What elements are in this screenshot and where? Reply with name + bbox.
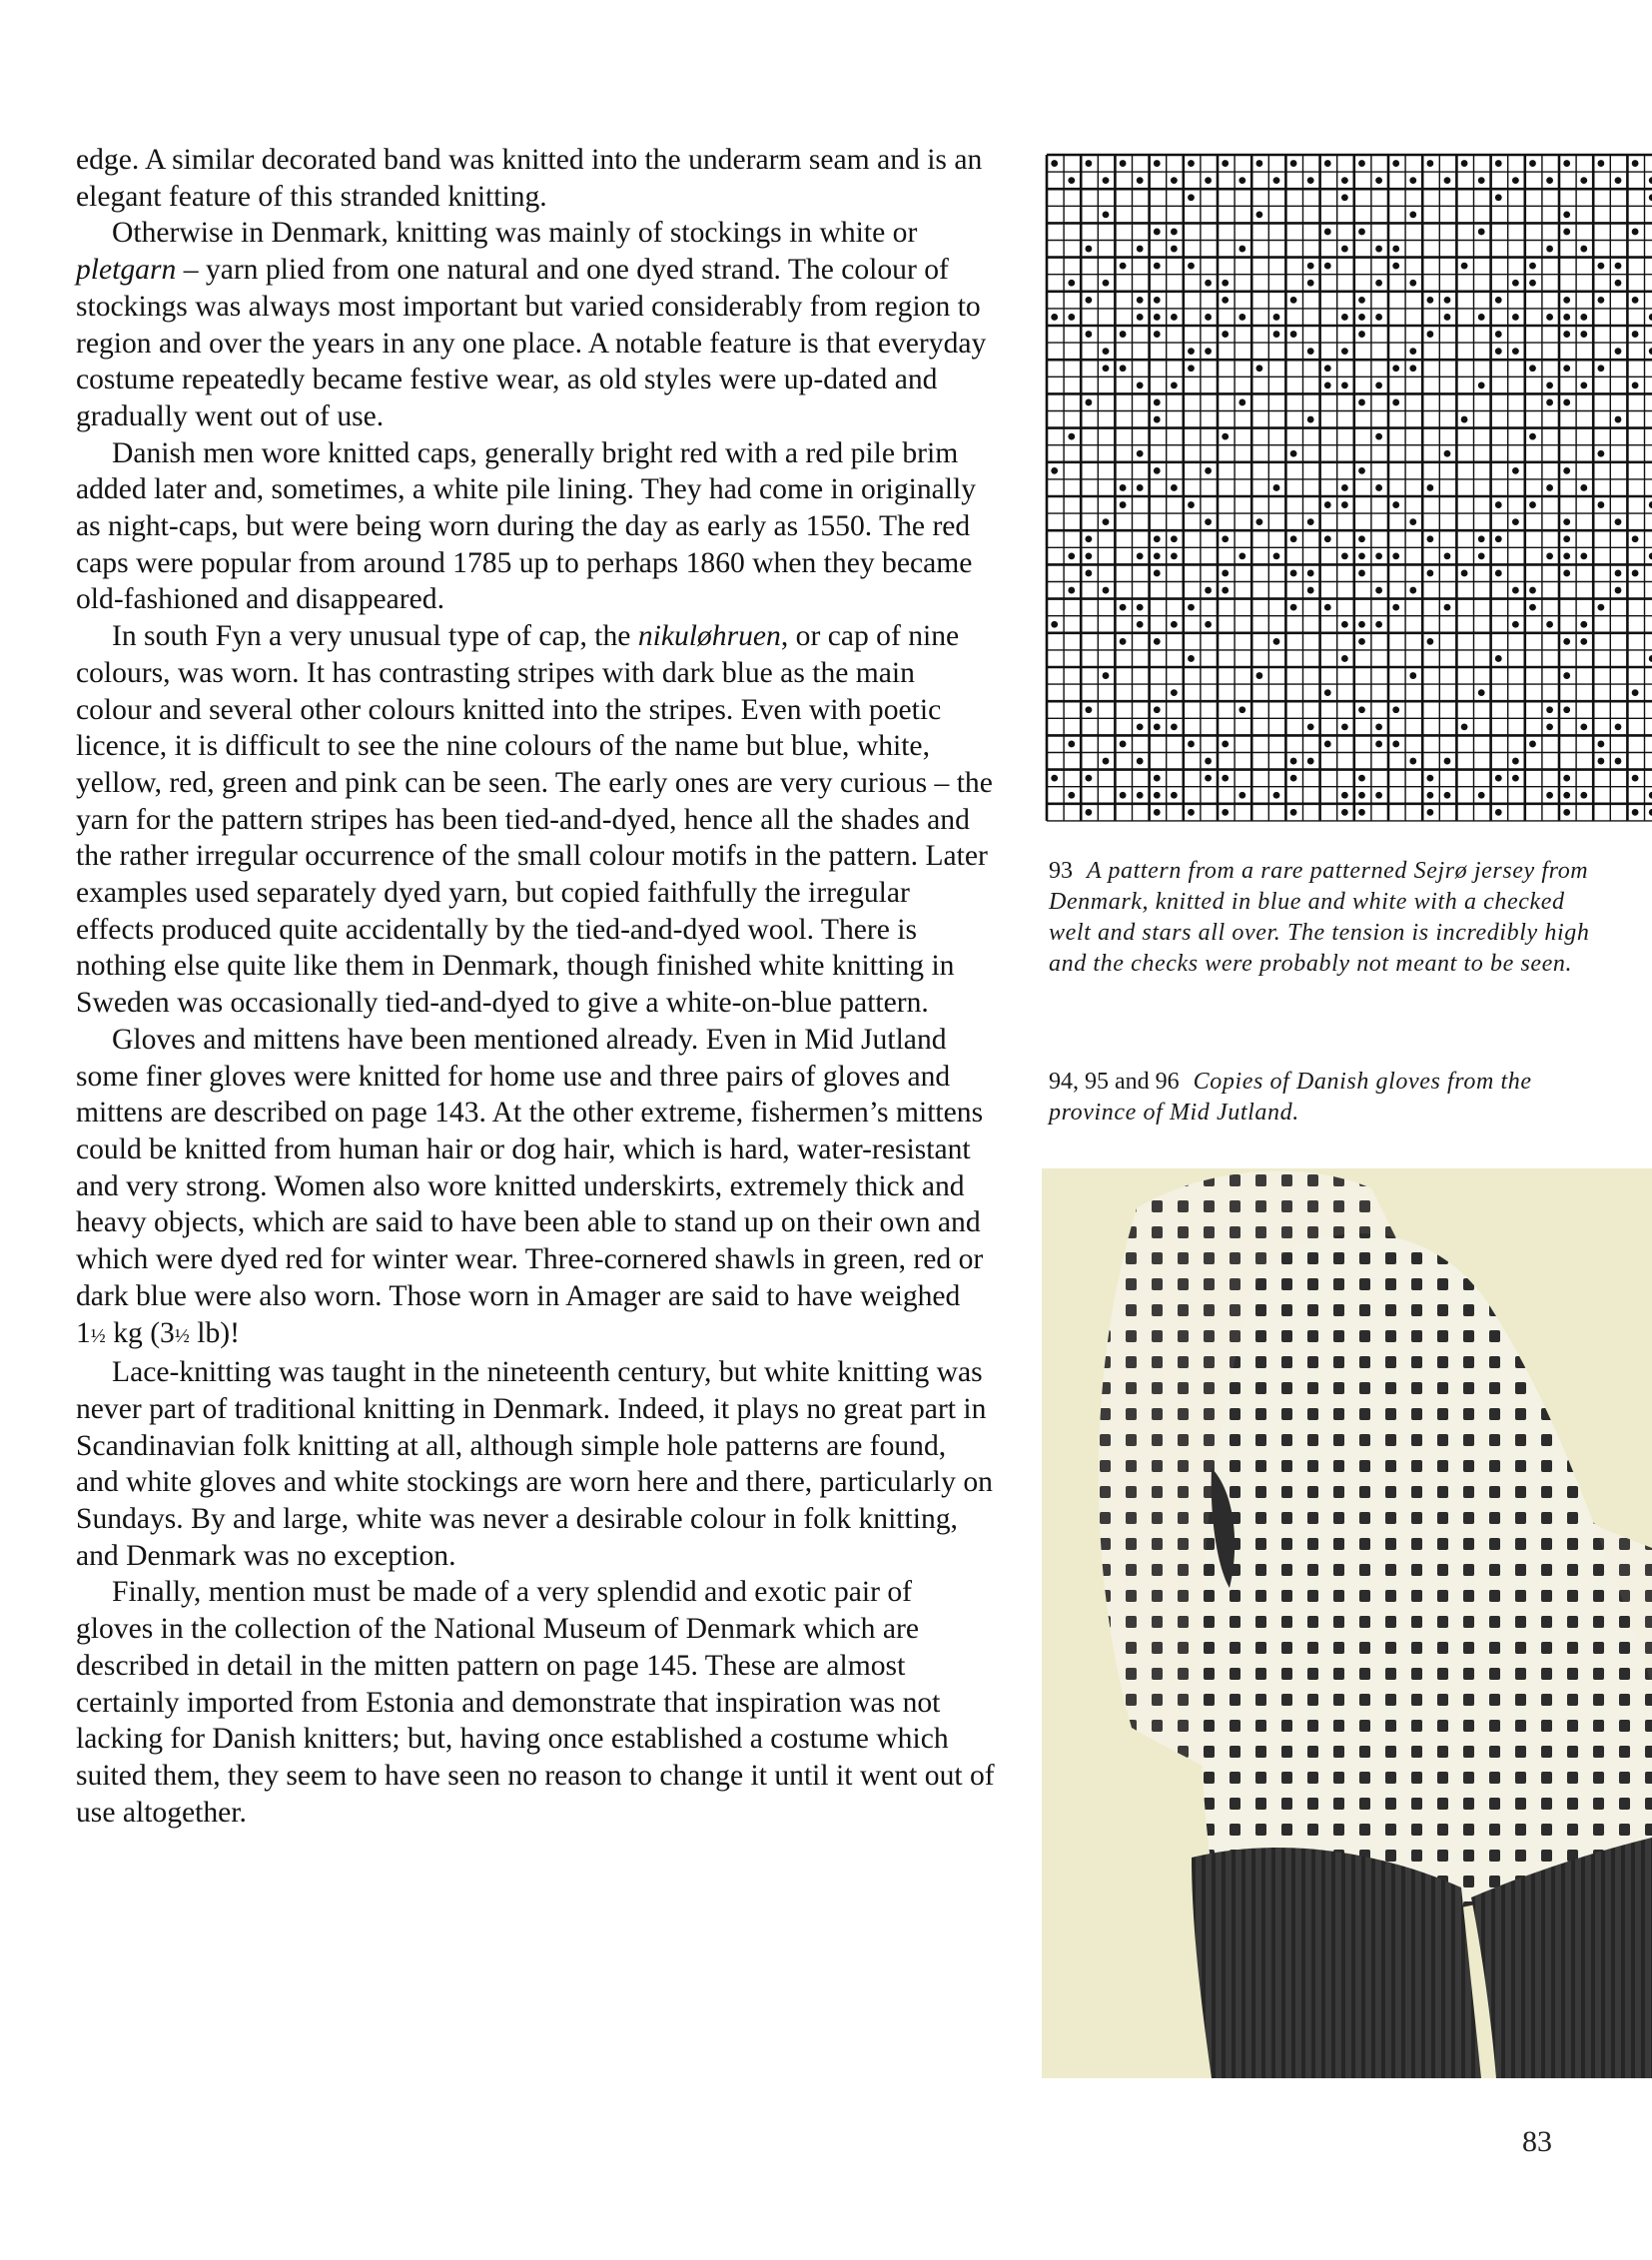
page-number: 83	[1522, 2125, 1552, 2158]
paragraph-6: Lace-knitting was taught in the nineteenth century, but white knitting was never part of traditional knitting in Denmark. Indeed, it plays no great part in Scandinavian folk knitting at all, although simple hole patterns are found, and white gloves and white stockings are worn here and there, particularly on Sundays. By and large, white was never a desirable colour in folk knitting, and Denmark was no exception.	[76, 1356, 993, 1572]
caption-93-text: A pattern from a rare patterned Sejrø jersey from Denmark, knitted in blue and white with a checked welt and stars all over. The tension is incredibly high and the checks were probably not meant to be seen.	[1049, 858, 1590, 977]
caption-94-96	[1049, 1067, 1608, 1129]
paragraph-1: edge. A similar decorated band was knitted into the underarm seam and is an elegant feature of this stranded knitting.	[76, 144, 983, 213]
paragraph-2: Otherwise in Denmark, knitting was mainly of stockings in white or pletgarn – yarn plied from one natural and one dyed strand. The colour of stockings was always most important but varied considerably from region to region and over the years in any one place. A notable feature is that everyday costume repeatedly became festive wear, as old styles were up-dated and gradually went out of use.	[76, 217, 987, 432]
caption-94-number: 94, 95 and 96	[1049, 1069, 1180, 1095]
caption-93	[1049, 856, 1608, 980]
paragraph-3: Danish men wore knitted caps, generally bright red with a red pile brim added later and, sometimes, a white pile lining. They had come in originally as night-caps, but were being worn during the day as early as 1550. The red caps were popular from around 1785 up to perhaps 1860 when they became old-fashioned and disappeared.	[76, 436, 977, 616]
paragraph-4: In south Fyn a very unusual type of cap, the nikuløhruen, or cap of nine colours, was worn. It has contrasting stripes with dark blue as the main colour and several other colours knitted into the stripes. Even with poetic licence, it is difficult to see the nine colours of the name but blue, white, yellow, red, green and pink can be seen. The early ones are very curious – the yarn for the pattern stripes has been tied-and-dyed, hence all the shades and the rather irregular occurrence of the small colour motifs in the pattern. Later examples used separately dyed yarn, but copied faithfully the irregular effects produced quite accidentally by the tied-and-dyed wool. There is nothing else quite like them in Denmark, though finished white knitting in Sweden was occasionally tied-and-dyed to give a white-on-blue pattern.	[76, 620, 993, 1020]
pattern-grid	[1045, 153, 1652, 832]
knitting-pattern-chart	[1045, 153, 1652, 832]
gloves-illustration	[1042, 1168, 1652, 2078]
front-glove-cuff	[1192, 1848, 1481, 2078]
caption-93-number: 93	[1049, 858, 1073, 884]
term-nikulohruen: nikuløhruen	[637, 620, 781, 653]
gloves-photo	[1042, 1168, 1652, 2078]
term-pletgarn: pletgarn	[76, 254, 177, 287]
caption-94-text: Copies of Danish gloves from the province of Mid Jutland.	[1049, 1069, 1532, 1126]
body-text	[76, 142, 995, 1831]
paragraph-5: Gloves and mittens have been mentioned already. Even in Mid Jutland some finer gloves were knitted for home use and three pairs of gloves and mittens are described on page 143. At the other extreme, fishermen’s mittens could be knitted from human hair or dog hair, which is hard, water-resistant and very strong. Women also wore knitted underskirts, extremely thick and heavy objects, which are said to have been able to stand up on their own and which were dyed red for winter wear. Three-cornered shawls in green, red or dark blue were also worn. Those worn in Amager are said to have weighed 1½ kg (3½ lb)!	[76, 1023, 984, 1349]
paragraph-7: Finally, mention must be made of a very splendid and exotic pair of gloves in the collection of the National Museum of Denmark which are described in detail in the mitten pattern on page 145. These are almost certainly imported from Estonia and demonstrate that inspiration was not lacking for Danish knitters; but, having once established a costume which suited them, they seem to have seen no reason to change it until it went out of use altogether.	[76, 1576, 995, 1829]
